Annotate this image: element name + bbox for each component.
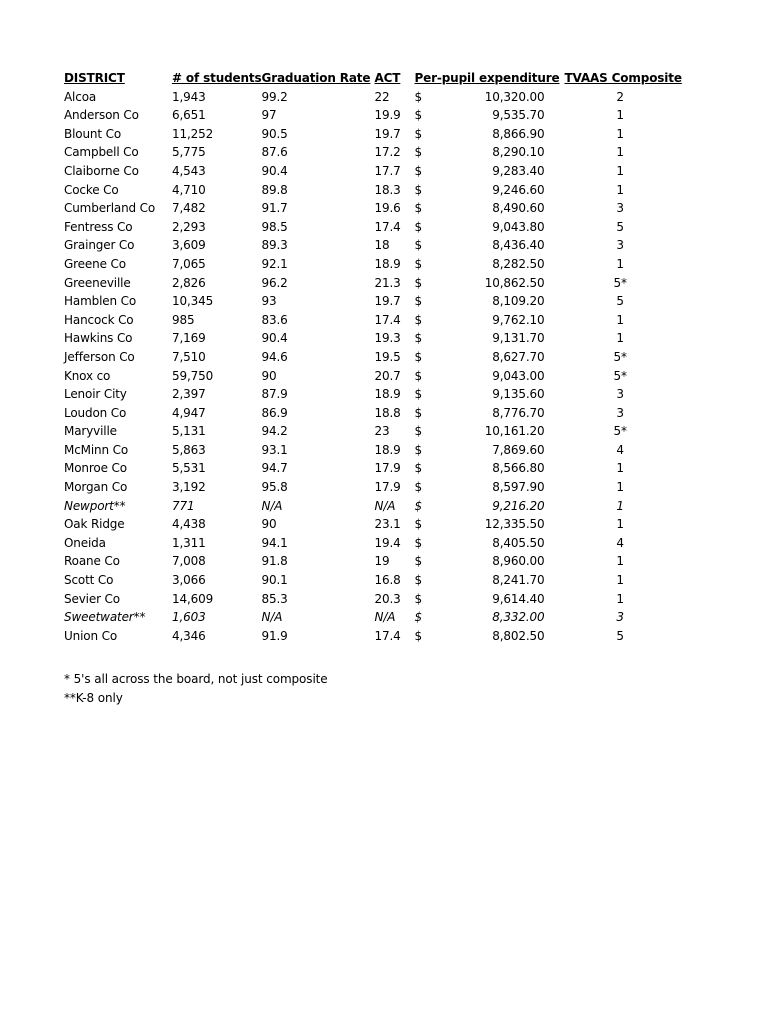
table-row <box>64 627 682 646</box>
cell-graduation-rate: 90.5 <box>261 126 288 141</box>
header-tvaas-composite: TVAAS Composite <box>564 71 682 85</box>
cell-act: 17.9 <box>374 480 401 495</box>
cell-tvaas: 5* <box>613 349 627 364</box>
cell-dollar-sign: $ <box>414 238 422 253</box>
cell-dollar-sign: $ <box>414 498 422 513</box>
cell-tvaas: 1 <box>616 108 624 123</box>
cell-graduation-rate: 94.2 <box>261 424 288 439</box>
cell-graduation-rate: 94.7 <box>261 461 288 476</box>
cell-expenditure: 8,109.20 <box>492 294 545 309</box>
cell-tvaas: 5 <box>616 294 624 309</box>
cell-graduation-rate: 91.8 <box>261 554 288 569</box>
cell-graduation-rate: 97 <box>261 108 277 123</box>
cell-tvaas: 3 <box>616 387 624 402</box>
cell-expenditure: 9,535.70 <box>492 108 545 123</box>
cell-act: 17.2 <box>374 145 401 160</box>
cell-dollar-sign: $ <box>414 275 422 290</box>
cell-graduation-rate: 95.8 <box>261 480 288 495</box>
district-table <box>64 69 682 645</box>
cell-students: 4,710 <box>172 182 206 197</box>
cell-tvaas: 3 <box>616 610 624 625</box>
cell-dollar-sign: $ <box>414 349 422 364</box>
table-row <box>64 255 682 274</box>
cell-expenditure: 8,241.70 <box>492 573 545 588</box>
cell-dollar-sign: $ <box>414 591 422 606</box>
cell-expenditure: 8,776.70 <box>492 405 545 420</box>
cell-district: Loudon Co <box>64 405 127 420</box>
cell-students: 10,345 <box>172 294 214 309</box>
cell-tvaas: 1 <box>616 331 624 346</box>
cell-graduation-rate: 91.9 <box>261 628 288 643</box>
cell-dollar-sign: $ <box>414 368 422 383</box>
cell-dollar-sign: $ <box>414 294 422 309</box>
cell-students: 11,252 <box>172 126 214 141</box>
cell-students: 2,826 <box>172 275 206 290</box>
cell-expenditure: 8,405.50 <box>492 535 545 550</box>
cell-dollar-sign: $ <box>414 108 422 123</box>
cell-tvaas: 3 <box>616 405 624 420</box>
cell-act: N/A <box>374 498 396 513</box>
cell-graduation-rate: 98.5 <box>261 219 288 234</box>
cell-district: Oneida <box>64 535 106 550</box>
cell-students: 4,346 <box>172 628 206 643</box>
cell-expenditure: 9,131.70 <box>492 331 545 346</box>
cell-act: 20.7 <box>374 368 401 383</box>
cell-act: 18.8 <box>374 405 401 420</box>
cell-expenditure: 8,802.50 <box>492 628 545 643</box>
cell-act: N/A <box>374 610 396 625</box>
cell-dollar-sign: $ <box>414 182 422 197</box>
cell-students: 1,311 <box>172 535 206 550</box>
table-row <box>64 608 682 627</box>
cell-students: 2,293 <box>172 219 206 234</box>
cell-district: Alcoa <box>64 89 97 104</box>
cell-act: 17.4 <box>374 312 401 327</box>
cell-graduation-rate: 90 <box>261 517 277 532</box>
cell-dollar-sign: $ <box>414 628 422 643</box>
table-row <box>64 441 682 460</box>
cell-students: 4,947 <box>172 405 206 420</box>
cell-students: 3,609 <box>172 238 206 253</box>
header-district: DISTRICT <box>64 71 125 85</box>
cell-dollar-sign: $ <box>414 535 422 550</box>
cell-dollar-sign: $ <box>414 331 422 346</box>
cell-act: 17.4 <box>374 628 401 643</box>
table-row <box>64 143 682 162</box>
cell-district: Roane Co <box>64 554 120 569</box>
cell-graduation-rate: 90.4 <box>261 331 288 346</box>
cell-graduation-rate: 83.6 <box>261 312 288 327</box>
table-row <box>64 571 682 590</box>
cell-tvaas: 3 <box>616 238 624 253</box>
cell-district: Grainger Co <box>64 238 135 253</box>
cell-district: Hawkins Co <box>64 331 133 346</box>
cell-act: 19.7 <box>374 294 401 309</box>
footnotes <box>64 670 328 707</box>
cell-act: 19.5 <box>374 349 401 364</box>
cell-dollar-sign: $ <box>414 163 422 178</box>
cell-tvaas: 4 <box>616 535 624 550</box>
cell-district: Scott Co <box>64 573 114 588</box>
cell-district: Sweetwater** <box>64 610 146 625</box>
cell-district: Cocke Co <box>64 182 119 197</box>
cell-graduation-rate: N/A <box>261 498 283 513</box>
cell-tvaas: 5* <box>613 368 627 383</box>
cell-expenditure: 9,283.40 <box>492 163 545 178</box>
table-row <box>64 218 682 237</box>
cell-dollar-sign: $ <box>414 312 422 327</box>
table-row <box>64 199 682 218</box>
cell-expenditure: 8,866.90 <box>492 126 545 141</box>
cell-expenditure: 8,332.00 <box>492 610 545 625</box>
cell-district: Monroe Co <box>64 461 127 476</box>
footnote-k8: **K-8 only <box>64 690 123 705</box>
cell-dollar-sign: $ <box>414 405 422 420</box>
cell-expenditure: 8,566.80 <box>492 461 545 476</box>
cell-students: 5,775 <box>172 145 206 160</box>
cell-dollar-sign: $ <box>414 442 422 457</box>
cell-graduation-rate: 92.1 <box>261 256 288 271</box>
cell-expenditure: 7,869.60 <box>492 442 545 457</box>
table-row <box>64 125 682 144</box>
cell-expenditure: 9,216.20 <box>492 498 545 513</box>
cell-district: Claiborne Co <box>64 163 139 178</box>
footnote-composite: * 5's all across the board, not just composite <box>64 672 328 686</box>
table-row <box>64 367 682 386</box>
cell-tvaas: 5 <box>616 628 624 643</box>
cell-act: 16.8 <box>374 573 401 588</box>
cell-students: 7,169 <box>172 331 206 346</box>
cell-tvaas: 1 <box>616 517 624 532</box>
table-row <box>64 459 682 478</box>
cell-graduation-rate: 89.8 <box>261 182 288 197</box>
cell-dollar-sign: $ <box>414 89 422 104</box>
cell-act: 22 <box>374 89 390 104</box>
cell-graduation-rate: 96.2 <box>261 275 288 290</box>
cell-tvaas: 1 <box>616 498 624 513</box>
cell-students: 5,531 <box>172 461 206 476</box>
cell-district: Newport** <box>64 498 126 513</box>
cell-tvaas: 1 <box>616 182 624 197</box>
cell-students: 6,651 <box>172 108 206 123</box>
cell-students: 3,192 <box>172 480 206 495</box>
cell-tvaas: 5* <box>613 424 627 439</box>
table-row <box>64 534 682 553</box>
cell-students: 5,863 <box>172 442 206 457</box>
cell-district: Oak Ridge <box>64 517 125 532</box>
cell-dollar-sign: $ <box>414 126 422 141</box>
cell-district: Greeneville <box>64 275 131 290</box>
cell-students: 7,510 <box>172 349 206 364</box>
cell-expenditure: 9,135.60 <box>492 387 545 402</box>
cell-expenditure: 10,320.00 <box>484 89 545 104</box>
cell-tvaas: 1 <box>616 126 624 141</box>
table-row <box>64 311 682 330</box>
cell-tvaas: 1 <box>616 480 624 495</box>
cell-act: 19.7 <box>374 126 401 141</box>
cell-act: 18.3 <box>374 182 401 197</box>
cell-tvaas: 1 <box>616 256 624 271</box>
cell-act: 18 <box>374 238 390 253</box>
cell-act: 19.3 <box>374 331 401 346</box>
cell-district: Anderson Co <box>64 108 139 123</box>
cell-students: 4,438 <box>172 517 206 532</box>
cell-tvaas: 4 <box>616 442 624 457</box>
cell-act: 19.6 <box>374 201 401 216</box>
table-row <box>64 236 682 255</box>
cell-expenditure: 8,282.50 <box>492 256 545 271</box>
cell-students: 7,482 <box>172 201 206 216</box>
table-row <box>64 497 682 516</box>
cell-dollar-sign: $ <box>414 256 422 271</box>
header-row <box>64 69 682 88</box>
table-row <box>64 162 682 181</box>
cell-graduation-rate: N/A <box>261 610 283 625</box>
cell-graduation-rate: 90 <box>261 368 277 383</box>
cell-graduation-rate: 90.4 <box>261 163 288 178</box>
cell-dollar-sign: $ <box>414 145 422 160</box>
table-row <box>64 385 682 404</box>
cell-act: 21.3 <box>374 275 401 290</box>
cell-expenditure: 8,490.60 <box>492 201 545 216</box>
cell-graduation-rate: 99.2 <box>261 89 288 104</box>
cell-students: 1,943 <box>172 89 206 104</box>
cell-students: 59,750 <box>172 368 214 383</box>
cell-tvaas: 1 <box>616 461 624 476</box>
cell-tvaas: 5* <box>613 275 627 290</box>
cell-act: 19.4 <box>374 535 401 550</box>
cell-tvaas: 2 <box>616 89 624 104</box>
cell-dollar-sign: $ <box>414 573 422 588</box>
cell-act: 17.4 <box>374 219 401 234</box>
cell-expenditure: 9,762.10 <box>492 312 545 327</box>
cell-act: 18.9 <box>374 387 401 402</box>
cell-district: Knox co <box>64 368 111 383</box>
cell-act: 17.7 <box>374 163 401 178</box>
cell-expenditure: 9,043.80 <box>492 219 545 234</box>
table-row <box>64 106 682 125</box>
cell-graduation-rate: 90.1 <box>261 573 288 588</box>
table-row <box>64 590 682 609</box>
cell-dollar-sign: $ <box>414 387 422 402</box>
cell-students: 7,065 <box>172 256 206 271</box>
table-row <box>64 404 682 423</box>
cell-students: 5,131 <box>172 424 206 439</box>
table-row <box>64 422 682 441</box>
cell-graduation-rate: 93 <box>261 294 277 309</box>
cell-students: 2,397 <box>172 387 206 402</box>
cell-expenditure: 9,043.00 <box>492 368 545 383</box>
cell-district: Maryville <box>64 424 117 439</box>
cell-expenditure: 10,161.20 <box>484 424 545 439</box>
table-row <box>64 274 682 293</box>
table-row <box>64 552 682 571</box>
cell-act: 20.3 <box>374 591 401 606</box>
cell-district: Cumberland Co <box>64 201 156 216</box>
cell-tvaas: 5 <box>616 219 624 234</box>
cell-act: 23.1 <box>374 517 401 532</box>
cell-tvaas: 1 <box>616 312 624 327</box>
cell-expenditure: 8,960.00 <box>492 554 545 569</box>
cell-dollar-sign: $ <box>414 480 422 495</box>
cell-expenditure: 9,614.40 <box>492 591 545 606</box>
cell-students: 3,066 <box>172 573 206 588</box>
cell-expenditure: 10,862.50 <box>484 275 545 290</box>
cell-expenditure: 8,597.90 <box>492 480 545 495</box>
cell-students: 14,609 <box>172 591 214 606</box>
cell-expenditure: 8,436.40 <box>492 238 545 253</box>
cell-graduation-rate: 86.9 <box>261 405 288 420</box>
cell-tvaas: 1 <box>616 554 624 569</box>
cell-graduation-rate: 89.3 <box>261 238 288 253</box>
cell-dollar-sign: $ <box>414 461 422 476</box>
table-row <box>64 88 682 107</box>
cell-expenditure: 12,335.50 <box>484 517 545 532</box>
cell-tvaas: 1 <box>616 163 624 178</box>
header-graduation-rate: Graduation Rate <box>261 71 371 85</box>
cell-district: Campbell Co <box>64 145 139 160</box>
header-act: ACT <box>374 71 401 85</box>
cell-act: 23 <box>374 424 390 439</box>
cell-district: Fentress Co <box>64 219 133 234</box>
cell-expenditure: 8,290.10 <box>492 145 545 160</box>
cell-act: 17.9 <box>374 461 401 476</box>
table-row <box>64 515 682 534</box>
cell-district: Hancock Co <box>64 312 134 327</box>
cell-act: 19.9 <box>374 108 401 123</box>
cell-dollar-sign: $ <box>414 610 422 625</box>
cell-district: Blount Co <box>64 126 122 141</box>
cell-district: Jefferson Co <box>64 349 135 364</box>
cell-district: Union Co <box>64 628 118 643</box>
cell-tvaas: 1 <box>616 145 624 160</box>
cell-graduation-rate: 87.6 <box>261 145 288 160</box>
cell-students: 7,008 <box>172 554 206 569</box>
header-students: # of students <box>172 71 262 85</box>
cell-district: Greene Co <box>64 256 126 271</box>
cell-dollar-sign: $ <box>414 201 422 216</box>
cell-dollar-sign: $ <box>414 424 422 439</box>
cell-district: McMinn Co <box>64 442 129 457</box>
cell-graduation-rate: 94.6 <box>261 349 288 364</box>
cell-dollar-sign: $ <box>414 554 422 569</box>
cell-tvaas: 1 <box>616 591 624 606</box>
cell-students: 985 <box>172 312 195 327</box>
cell-dollar-sign: $ <box>414 219 422 234</box>
cell-graduation-rate: 94.1 <box>261 535 288 550</box>
cell-dollar-sign: $ <box>414 517 422 532</box>
table-row <box>64 329 682 348</box>
cell-students: 1,603 <box>172 610 206 625</box>
cell-district: Lenoir City <box>64 387 127 402</box>
table-row <box>64 181 682 200</box>
table-row <box>64 292 682 311</box>
cell-tvaas: 3 <box>616 201 624 216</box>
table-body <box>64 88 682 646</box>
cell-graduation-rate: 87.9 <box>261 387 288 402</box>
cell-students: 771 <box>172 498 195 513</box>
cell-district: Sevier Co <box>64 591 120 606</box>
cell-students: 4,543 <box>172 163 206 178</box>
cell-district: Hamblen Co <box>64 294 137 309</box>
cell-act: 19 <box>374 554 390 569</box>
cell-district: Morgan Co <box>64 480 128 495</box>
cell-act: 18.9 <box>374 442 401 457</box>
cell-graduation-rate: 91.7 <box>261 201 288 216</box>
header-per-pupil-expenditure: Per-pupil expenditure <box>414 71 560 85</box>
cell-act: 18.9 <box>374 256 401 271</box>
table-row <box>64 348 682 367</box>
cell-tvaas: 1 <box>616 573 624 588</box>
cell-expenditure: 9,246.60 <box>492 182 545 197</box>
cell-expenditure: 8,627.70 <box>492 349 545 364</box>
table-row <box>64 478 682 497</box>
cell-graduation-rate: 93.1 <box>261 442 288 457</box>
cell-graduation-rate: 85.3 <box>261 591 288 606</box>
